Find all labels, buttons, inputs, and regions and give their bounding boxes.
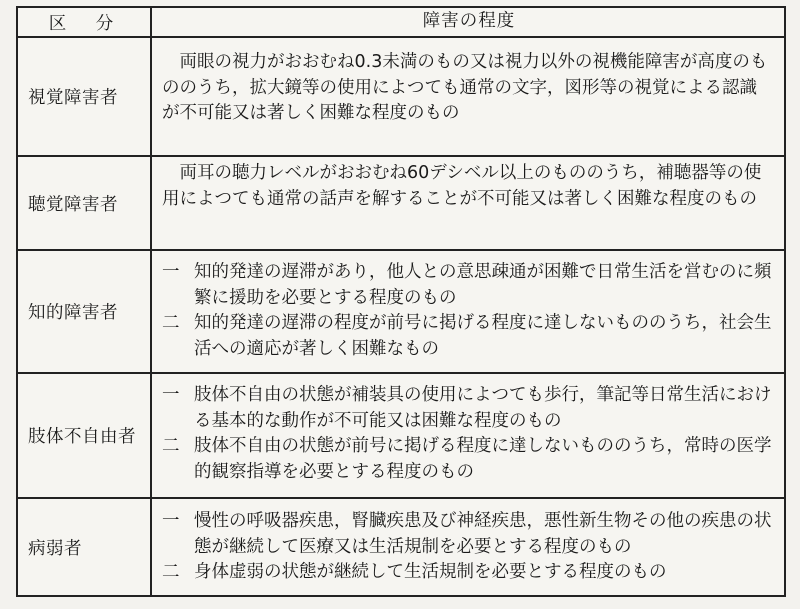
header-category: 区 分 — [18, 8, 152, 36]
item-text: 慢性の呼吸器疾患，腎臓疾患及び神経疾患，悪性新生物その他の疾患の状態が継続して医療又は生活規制を必要とする程度のもの — [194, 511, 772, 557]
description-text: 両耳の聴力レベルがおおむね60デシベル以上のもののうち，補聴器等の使用によつても通常の話声を解することが不可能又は著しく困難な程度のもの — [162, 163, 762, 209]
table-row-sickness — [18, 499, 784, 595]
description-cell — [154, 157, 784, 249]
disability-table — [16, 6, 786, 597]
item-text: 肢体不自由の状態が補装具の使用によつても歩行，筆記等日常生活における基本的な動作が不可能又は困難な程度のもの — [194, 385, 772, 431]
table-row-visual — [18, 38, 784, 157]
table-row-intellectual — [18, 251, 784, 374]
description-text: 両眼の視力がおおむね0.3未満のもの又は視力以外の視機能障害が高度のもののうち，拡大鏡等の使用によつても通常の文字，図形等の視覚による認識が不可能又は著しく困難な程度のもの — [162, 52, 768, 123]
item-number: 二 — [162, 313, 180, 333]
list-item — [162, 434, 774, 485]
list-item — [162, 383, 774, 434]
description-cell — [154, 251, 784, 372]
list-item — [162, 509, 774, 560]
item-text: 身体虚弱の状態が継続して生活規制を必要とする程度のもの — [194, 562, 667, 582]
item-text: 知的発達の遅滞の程度が前号に掲げる程度に達しないもののうち，社会生活への適応が著しく困難なもの — [194, 313, 772, 359]
list-item — [162, 311, 774, 362]
header-description: 障害の程度 — [422, 11, 516, 32]
category-cell: 聴覚障害者 — [18, 157, 152, 249]
table-header — [18, 8, 784, 38]
list-item — [162, 560, 774, 586]
category-cell: 知的障害者 — [18, 251, 152, 372]
item-number: 二 — [162, 562, 180, 582]
item-number: 一 — [162, 385, 180, 405]
category-cell: 肢体不自由者 — [18, 374, 152, 497]
list-item — [162, 260, 774, 311]
category-cell: 視覚障害者 — [18, 38, 152, 155]
item-text: 知的発達の遅滞があり，他人との意思疎通が困難で日常生活を営むのに頻繁に援助を必要とする程度のもの — [194, 262, 772, 308]
description-cell — [154, 499, 784, 595]
table-row-physical — [18, 374, 784, 499]
table-row-hearing — [18, 157, 784, 251]
item-number: 一 — [162, 262, 180, 282]
item-number: 一 — [162, 511, 180, 531]
description-cell — [154, 38, 784, 155]
item-number: 二 — [162, 436, 180, 456]
item-text: 肢体不自由の状態が前号に掲げる程度に達しないもののうち，常時の医学的観察指導を必要とする程度のもの — [194, 436, 772, 482]
category-cell: 病弱者 — [18, 499, 152, 595]
description-cell — [154, 374, 784, 497]
